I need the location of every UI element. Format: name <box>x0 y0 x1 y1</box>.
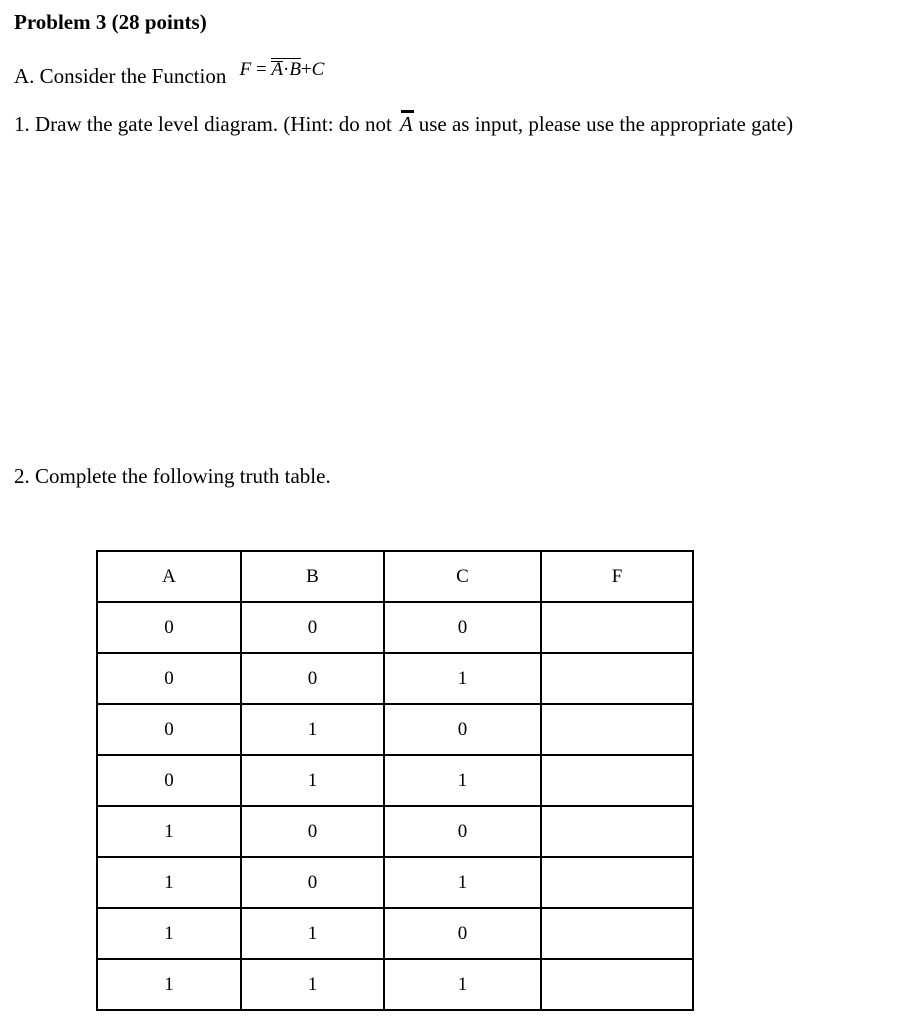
problem-title: Problem 3 (28 points) <box>14 10 207 34</box>
header-f: F <box>541 551 693 602</box>
cell-b: 1 <box>241 908 384 959</box>
formula-equals: = <box>251 59 272 80</box>
question-2: 2. Complete the following truth table. <box>14 464 331 488</box>
cell-c: 0 <box>384 908 541 959</box>
cell-c: 1 <box>384 653 541 704</box>
truth-table-header-row <box>97 551 693 602</box>
cell-b: 0 <box>241 806 384 857</box>
cell-f[interactable] <box>541 806 693 857</box>
formula-var-a: A <box>271 59 284 80</box>
table-row <box>97 602 693 653</box>
cell-c: 1 <box>384 755 541 806</box>
header-c: C <box>384 551 541 602</box>
hint-variable-a-bar: A <box>399 112 413 136</box>
table-row <box>97 704 693 755</box>
cell-a: 1 <box>97 959 241 1010</box>
cell-f[interactable] <box>541 755 693 806</box>
cell-a: 1 <box>97 806 241 857</box>
cell-f[interactable] <box>541 602 693 653</box>
part-a-intro: A. Consider the Function <box>14 64 227 88</box>
formula-dot: · <box>283 59 290 80</box>
cell-c: 1 <box>384 959 541 1010</box>
question-1-text-before: 1. Draw the gate level diagram. (Hint: do not <box>14 112 392 136</box>
cell-f[interactable] <box>541 959 693 1010</box>
table-row <box>97 857 693 908</box>
cell-b: 0 <box>241 857 384 908</box>
cell-a: 0 <box>97 602 241 653</box>
cell-b: 1 <box>241 755 384 806</box>
truth-table <box>96 550 694 1011</box>
cell-b: 1 <box>241 959 384 1010</box>
formula-lhs: F <box>239 59 252 80</box>
table-row <box>97 653 693 704</box>
question-1 <box>14 112 793 137</box>
formula-overbar-group <box>271 59 301 81</box>
table-row <box>97 806 693 857</box>
cell-f[interactable] <box>541 857 693 908</box>
cell-b: 0 <box>241 653 384 704</box>
cell-a: 1 <box>97 908 241 959</box>
header-a: A <box>97 551 241 602</box>
cell-f[interactable] <box>541 653 693 704</box>
cell-a: 0 <box>97 704 241 755</box>
header-b: B <box>241 551 384 602</box>
cell-f[interactable] <box>541 704 693 755</box>
cell-a: 0 <box>97 653 241 704</box>
formula-plus: + <box>300 59 312 80</box>
cell-a: 1 <box>97 857 241 908</box>
cell-b: 0 <box>241 602 384 653</box>
table-row <box>97 908 693 959</box>
cell-c: 0 <box>384 704 541 755</box>
function-formula <box>240 59 325 80</box>
cell-c: 0 <box>384 602 541 653</box>
formula-var-b: B <box>289 59 301 80</box>
table-row <box>97 959 693 1010</box>
cell-a: 0 <box>97 755 241 806</box>
question-1-text-after: use as input, please use the appropriate gate) <box>418 112 794 136</box>
part-a-line <box>14 59 325 89</box>
formula-var-c: C <box>311 59 325 80</box>
cell-c: 1 <box>384 857 541 908</box>
cell-b: 1 <box>241 704 384 755</box>
table-row <box>97 755 693 806</box>
cell-f[interactable] <box>541 908 693 959</box>
cell-c: 0 <box>384 806 541 857</box>
